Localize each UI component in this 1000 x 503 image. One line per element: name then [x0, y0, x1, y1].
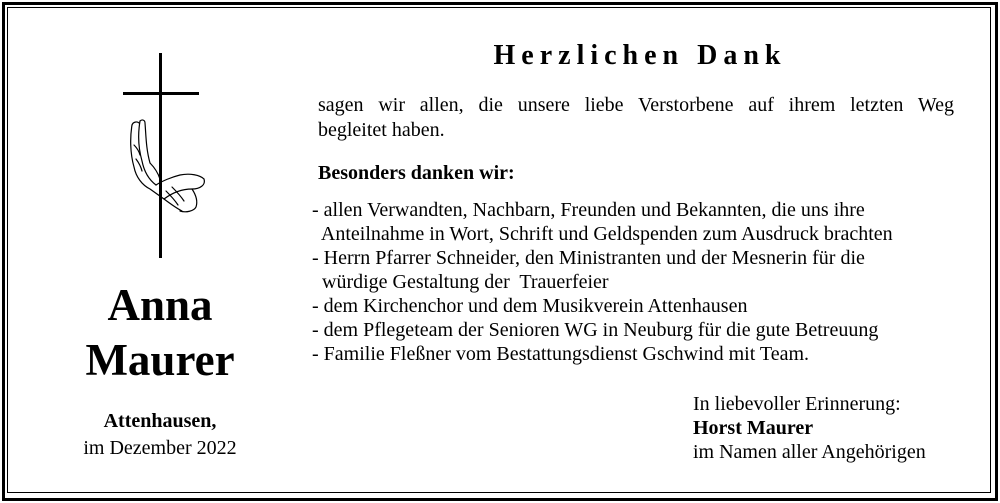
- cross-horizontal-bar: [123, 92, 199, 95]
- list-item: würdige Gestaltung der Trauerfeier: [312, 271, 609, 293]
- list-item: - Familie Fleßner vom Bestattungsdienst Gschwind mit Team.: [312, 343, 810, 365]
- deceased-last-name: Maurer: [85, 335, 235, 385]
- thanks-list: [312, 198, 972, 366]
- list-item: - dem Kirchenchor und dem Musikverein Attenhausen: [312, 295, 748, 317]
- list-item: - allen Verwandten, Nachbarn, Freunden und Bekannten, die uns ihre: [312, 199, 865, 221]
- intro-line-2: begleitet haben.: [318, 119, 445, 141]
- signature-block: [693, 392, 926, 464]
- list-item: Anteilnahme in Wort, Schrift und Geldspenden zum Ausdruck brachten: [312, 223, 893, 245]
- signature-line-3: im Namen aller Angehörigen: [693, 441, 926, 463]
- praying-hands-icon: [120, 115, 210, 220]
- thanks-heading: Besonders danken wir:: [318, 162, 515, 184]
- list-item: - dem Pflegeteam der Senioren WG in Neuburg für die gute Betreuung: [312, 319, 879, 341]
- signature-line-1: In liebevoller Erinnerung:: [693, 393, 901, 415]
- signature-name: Horst Maurer: [693, 417, 814, 439]
- notice-title: Herzlichen Dank: [493, 40, 787, 71]
- list-item: - Herrn Pfarrer Schneider, den Ministranten und der Mesnerin für die: [312, 247, 865, 269]
- deceased-first-name: Anna: [107, 280, 213, 330]
- intro-line-1: sagen wir allen, die unsere liebe Verstorbene auf ihrem letzten Weg: [318, 94, 954, 116]
- intro-paragraph: [318, 93, 954, 143]
- place-text: Attenhausen,: [103, 410, 217, 432]
- date-text: im Dezember 2022: [83, 437, 237, 459]
